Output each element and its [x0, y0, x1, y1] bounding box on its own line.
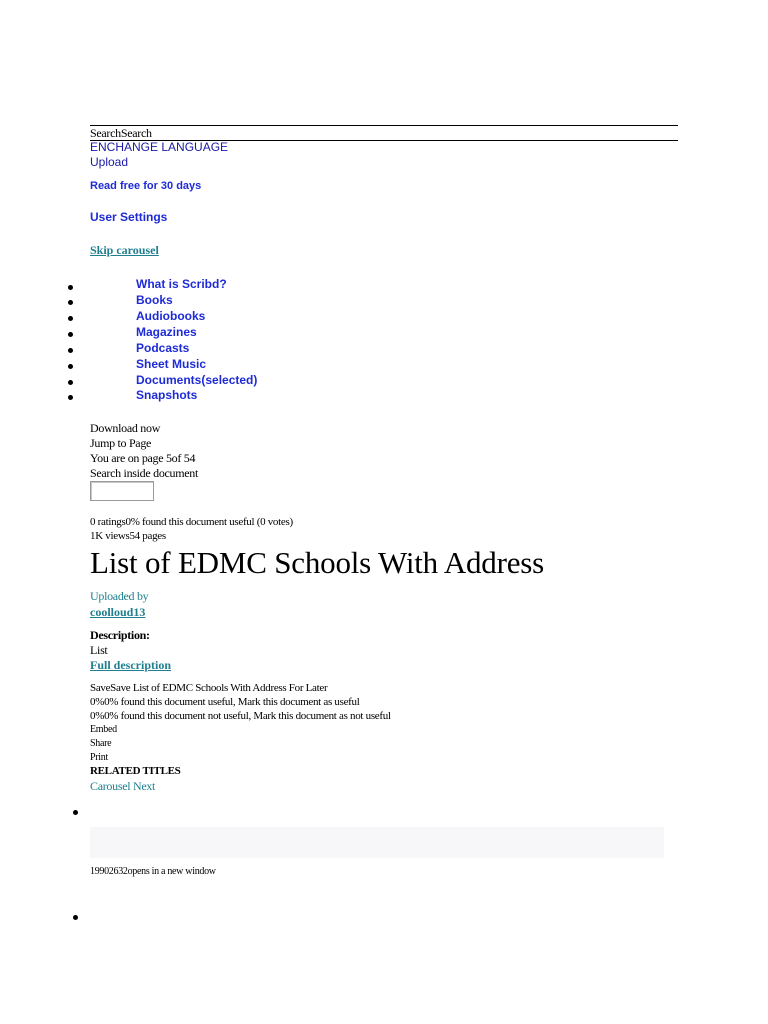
- useful-button[interactable]: 0%0% found this document useful, Mark this document as useful: [90, 696, 360, 708]
- top-divider: [90, 125, 678, 126]
- user-settings-button[interactable]: User Settings: [90, 210, 168, 224]
- bullet-icon: [68, 348, 73, 353]
- bullet-icon: [73, 915, 78, 920]
- bullet-icon: [68, 380, 73, 385]
- uploaded-by-label: Uploaded by: [90, 589, 149, 603]
- views-pages-text: 1K views54 pages: [90, 530, 166, 542]
- bullet-icon: [68, 364, 73, 369]
- description-label: Description:: [90, 628, 150, 642]
- document-title: List of EDMC Schools With Address: [90, 545, 545, 580]
- bullet-icon: [68, 395, 73, 400]
- nav-item-audiobooks[interactable]: Audiobooks: [136, 309, 206, 323]
- download-button[interactable]: Download now: [90, 421, 161, 435]
- print-button[interactable]: Print: [90, 752, 108, 763]
- jump-to-page-label: Jump to Page: [90, 436, 152, 450]
- upload-link[interactable]: Upload: [90, 155, 129, 169]
- page-status: You are on page 5of 54: [90, 451, 196, 465]
- embed-button[interactable]: Embed: [90, 724, 117, 735]
- bullet-icon: [68, 332, 73, 337]
- bullet-icon: [68, 316, 73, 321]
- nav-item-what-is-scribd[interactable]: What is Scribd?: [136, 277, 227, 291]
- related-item-link[interactable]: 19902632opens in a new window: [90, 866, 216, 877]
- search-inside-input[interactable]: [90, 481, 154, 501]
- nav-item-documents[interactable]: Documents(selected): [136, 373, 258, 387]
- uploader-link[interactable]: coolloud13: [90, 605, 146, 619]
- not-useful-button[interactable]: 0%0% found this document not useful, Mark this document as not useful: [90, 710, 391, 722]
- bullet-icon: [68, 300, 73, 305]
- nav-item-magazines[interactable]: Magazines: [136, 325, 197, 339]
- share-button[interactable]: Share: [90, 738, 112, 749]
- change-language-link[interactable]: ENCHANGE LANGUAGE: [90, 140, 229, 154]
- search-inside-label: Search inside document: [90, 466, 199, 480]
- description-text: List: [90, 643, 108, 657]
- bullet-icon: [68, 285, 73, 290]
- read-free-link[interactable]: Read free for 30 days: [90, 180, 202, 192]
- ratings-text: 0 ratings0% found this document useful (0 votes): [90, 516, 293, 528]
- full-description-link[interactable]: Full description: [90, 658, 172, 672]
- related-thumbnail[interactable]: [90, 827, 664, 858]
- nav-item-sheet-music[interactable]: Sheet Music: [136, 357, 207, 371]
- nav-item-books[interactable]: Books: [136, 293, 173, 307]
- search-label[interactable]: SearchSearch: [90, 126, 152, 140]
- carousel-next-button[interactable]: Carousel Next: [90, 779, 156, 793]
- save-button[interactable]: SaveSave List of EDMC Schools With Address For Later: [90, 682, 328, 694]
- skip-carousel-link[interactable]: Skip carousel: [90, 243, 159, 257]
- related-titles-heading: RELATED TITLES: [90, 765, 181, 777]
- nav-item-snapshots[interactable]: Snapshots: [136, 388, 198, 402]
- nav-item-podcasts[interactable]: Podcasts: [136, 341, 190, 355]
- bullet-icon: [73, 810, 78, 815]
